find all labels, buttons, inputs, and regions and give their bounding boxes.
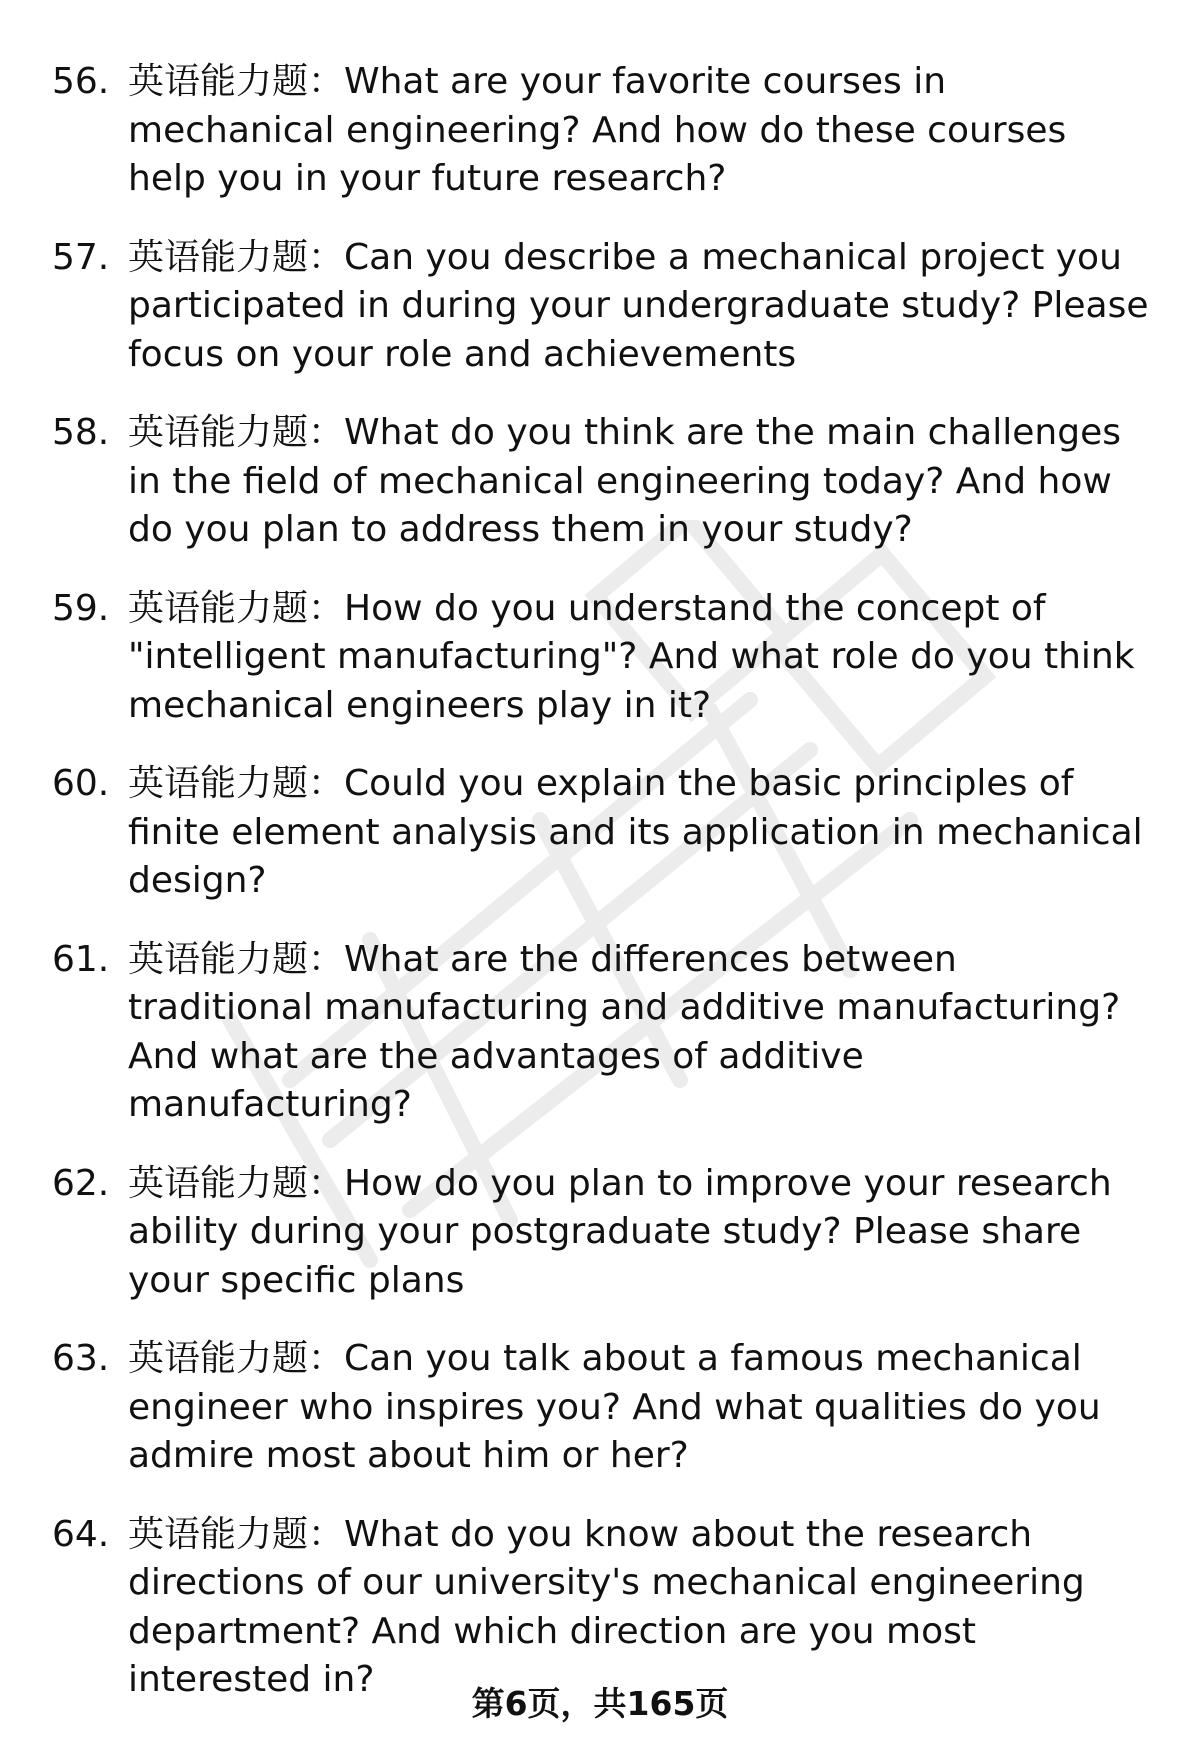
- question-number: 56.: [52, 61, 110, 102]
- question-label: 英语能力题：: [128, 1162, 345, 1204]
- question-body: [128, 1160, 1152, 1306]
- question-text: How do you plan to improve your research ability during your postgraduate study? Please share your specific plans: [128, 1162, 1112, 1301]
- question-body: [128, 760, 1152, 906]
- question-label: 英语能力题：: [128, 412, 345, 453]
- question-number: 61.: [52, 938, 110, 980]
- question-body: [128, 1335, 1152, 1481]
- question-number: 62.: [52, 1162, 110, 1204]
- question-item: [52, 409, 1152, 555]
- question-item: [52, 1160, 1152, 1306]
- question-text: What do you think are the main challenges in the field of mechanical engineering today? And how do you plan to address them in your study?: [128, 412, 1121, 550]
- question-text: What are your favorite courses in mechanical engineering? And how do these courses help you in your future research?: [128, 61, 1067, 199]
- question-text: What are the differences between traditional manufacturing and additive manufacturing? And what are the advantages of additive manufacturing?: [128, 938, 1121, 1125]
- question-body: [128, 1511, 1152, 1705]
- question-number: 59.: [52, 587, 110, 629]
- question-item: [52, 585, 1152, 731]
- question-body: [128, 936, 1152, 1130]
- question-text: Could you explain the basic principles of finite element analysis and its application in mechanical design?: [128, 763, 1143, 901]
- question-number: 57.: [52, 236, 110, 278]
- question-item: [52, 58, 1152, 204]
- question-text: What do you know about the research directions of our university's mechanical engineering department? And which direction are you most interested in?: [128, 1513, 1085, 1700]
- question-body: [128, 58, 1152, 204]
- question-number: 63.: [52, 1338, 110, 1379]
- question-label: 英语能力题：: [128, 236, 345, 278]
- question-label: 英语能力题：: [128, 938, 345, 980]
- question-label: 英语能力题：: [128, 1338, 345, 1379]
- question-list: [52, 58, 1152, 1735]
- question-label: 英语能力题：: [128, 587, 345, 629]
- question-body: [128, 585, 1152, 731]
- page-footer: 第6页，共165页: [471, 1684, 729, 1723]
- question-label: 英语能力题：: [128, 763, 345, 804]
- question-number: 58.: [52, 412, 110, 453]
- question-label: 英语能力题：: [128, 1513, 345, 1555]
- question-text: Can you talk about a famous mechanical engineer who inspires you? And what qualities do you admire most about him or her?: [128, 1338, 1101, 1476]
- question-item: [52, 1511, 1152, 1705]
- question-text: How do you understand the concept of "intelligent manufacturing"? And what role do you think mechanical engineers play in it?: [128, 587, 1135, 726]
- question-item: [52, 234, 1152, 380]
- question-label: 英语能力题：: [128, 61, 345, 102]
- question-item: [52, 936, 1152, 1130]
- question-text: Can you describe a mechanical project you participated in during your undergraduate study? Please focus on your role and achievements: [128, 236, 1149, 375]
- question-number: 60.: [52, 763, 110, 804]
- question-number: 64.: [52, 1513, 110, 1555]
- question-body: [128, 409, 1152, 555]
- question-body: [128, 234, 1152, 380]
- question-item: [52, 1335, 1152, 1481]
- question-item: [52, 760, 1152, 906]
